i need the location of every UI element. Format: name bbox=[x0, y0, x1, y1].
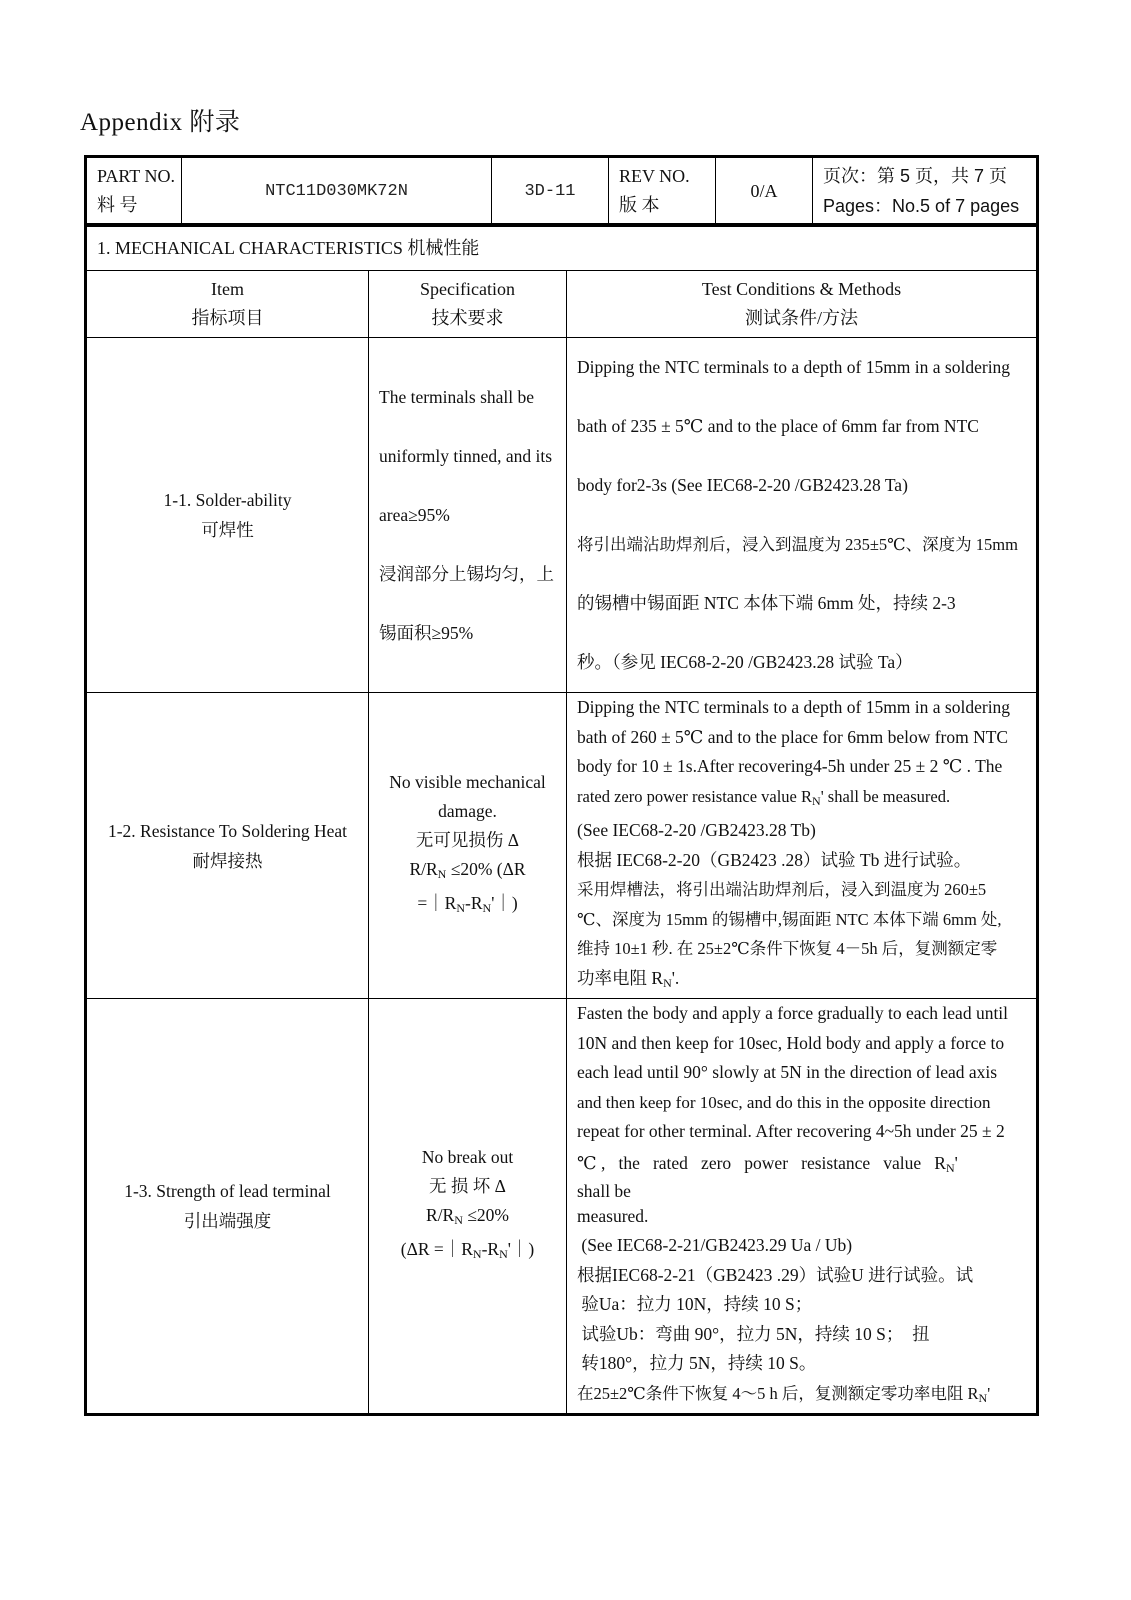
header-table bbox=[84, 155, 1039, 227]
test-cell: Fasten the body and apply a force gradually to each lead until 10N and then keep for 10sec, Hold body and apply a force to each lead until 90° slowly at 5N in the direction of lead axis and then keep for 10sec, and do this in the opposite direction repeat for other terminal. After recovering 4~5h under 25 ± 2 ℃ , the rated zero power resistance value $R_N'$ shall be measured. (See IEC68-2-21/GB2423.29 Ua / Ub) 根据IEC68-2-21（GB2423 .29）试验U 进行试验。试 验Ua：拉力 10N，持续 10 S； 试验Ub：弯曲 90°，拉力 5N，持续 10 S； 扭 转180°，拉力 5N，持续 10 S。 在25±2℃条件下恢复 4～5 h 后，复测额定零功率电阻 $R_N'$ bbox=[567, 999, 1038, 1415]
table-row bbox=[86, 338, 1038, 693]
part-no-label-en: PART NO. bbox=[97, 166, 175, 186]
table-row bbox=[86, 693, 1038, 999]
part-no-label-cn: 料 号 bbox=[97, 195, 138, 215]
rev-value: 0/A bbox=[716, 157, 813, 226]
rev-label-cn: 版 本 bbox=[619, 195, 660, 215]
rev-label-en: REV NO. bbox=[619, 166, 690, 186]
test-cell: Dipping the NTC terminals to a depth of 15mm in a soldering bath of 260 ± 5℃ and to the place for 6mm below from NTC body for 10 ± 1s.After recovering4-5h under 25 ± 2 ℃ . The rated zero power resistance value $R_N'$ shall be measured. (See IEC68-2-20 /GB2423.28 Tb) 根据 IEC68-2-20（GB2423 .28）试验 Tb 进行试验。 采用焊槽法，将引出端沾助焊剂后，浸入到温度为 260±5 ℃、深度为 15mm 的锡槽中,锡面距 NTC 本体下端 6mm 处, 维持 10±1 秒. 在 25±2℃条件下恢复 4－5h 后，复测额定零 功率电阻 $R_N'$. bbox=[567, 693, 1038, 999]
rev-label bbox=[609, 157, 716, 226]
page-title: Appendix 附录 bbox=[80, 109, 241, 136]
page-info bbox=[813, 157, 1038, 226]
spec-cell: No break out 无 损 坏 Δ $R/R_N \le 20\%$ $(\Delta R =|R_N-R_N'|)$ bbox=[369, 999, 567, 1415]
item-cell: 1-2. Resistance To Soldering Heat 耐焊接热 bbox=[86, 693, 369, 999]
test-cell: Dipping the NTC terminals to a depth of 15mm in a soldering bath of 235 ± 5℃ and to the place of 6mm far from NTC body for2-3s (See IEC68-2-20 /GB2423.28 Ta) 将引出端沾助焊剂后，浸入到温度为 235±5℃、深度为 15mm 的锡槽中锡面距 NTC 本体下端 6mm 处，持续 2-3 秒。（参见 IEC68-2-20 /GB2423.28 试验 Ta） bbox=[567, 338, 1038, 693]
spec-table bbox=[84, 223, 1039, 1416]
page-info-en: Pages：No.5 of 7 pages bbox=[823, 196, 1020, 216]
section-title: 1. MECHANICAL CHARACTERISTICS 机械性能 bbox=[86, 224, 1038, 271]
spec-cell: The terminals shall be uniformly tinned, and its area≥95% 浸润部分上锡均匀，上 锡面积≥95% bbox=[369, 338, 567, 693]
col-header-test: Test Conditions & Methods 测试条件/方法 bbox=[567, 271, 1038, 338]
page-info-cn: 页次：第 5 页，共 7 页 bbox=[823, 166, 1008, 186]
doc-code: 3D-11 bbox=[492, 157, 609, 226]
item-cell: 1-1. Solder-ability 可焊性 bbox=[86, 338, 369, 693]
spec-cell: No visible mechanical damage. 无可见损伤 Δ $R/R_N \le 20\%$ (ΔR $=|R_N-R_N'|$) bbox=[369, 693, 567, 999]
item-cell: 1-3. Strength of lead terminal 引出端强度 bbox=[86, 999, 369, 1415]
part-no-value: NTC11D030MK72N bbox=[182, 157, 492, 226]
col-header-item: Item 指标项目 bbox=[86, 271, 369, 338]
table-row bbox=[86, 999, 1038, 1415]
part-no-label bbox=[86, 157, 182, 226]
col-header-spec: Specification 技术要求 bbox=[369, 271, 567, 338]
